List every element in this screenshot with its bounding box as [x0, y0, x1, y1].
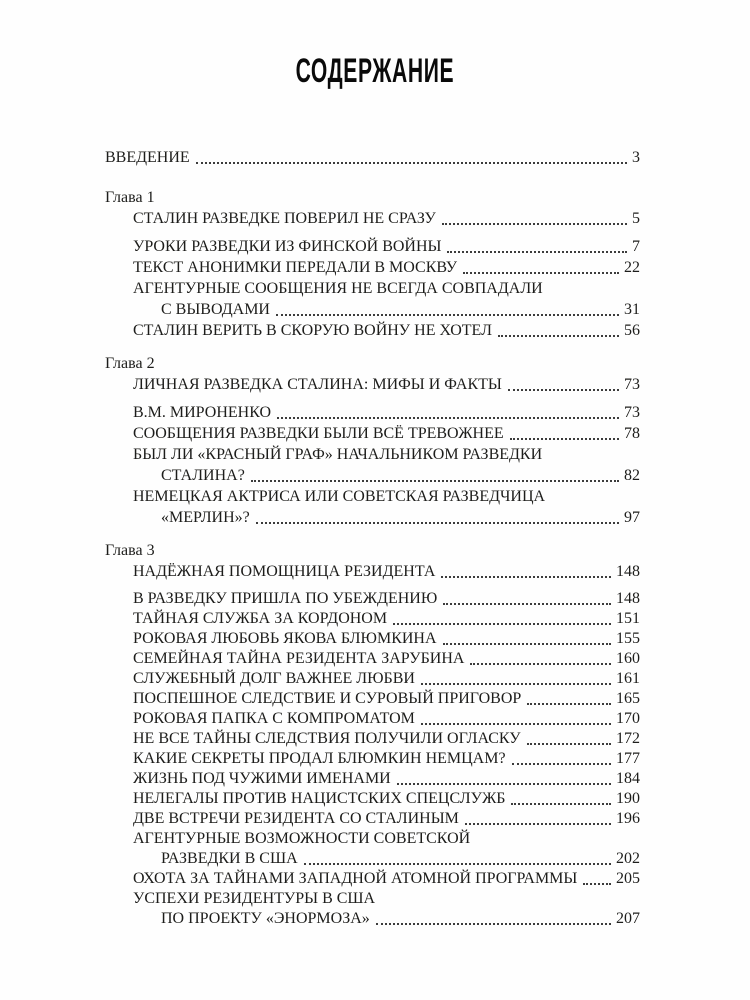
toc-entry-label: ЖИЗНЬ ПОД ЧУЖИМИ ИМЕНАМИ — [133, 770, 391, 787]
dot-leader-icon — [527, 743, 611, 745]
toc-entry-label: ЛИЧНАЯ РАЗВЕДКА СТАЛИНА: МИФЫ И ФАКТЫ — [133, 376, 502, 393]
toc-row — [105, 749, 640, 769]
toc-row — [105, 486, 640, 507]
toc-entry-page: 196 — [616, 810, 640, 827]
toc-entry — [105, 236, 640, 257]
toc-entry-label: В.М. МИРОНЕНКО — [133, 404, 272, 421]
chapter-label: Глава 3 — [105, 542, 155, 559]
toc-row — [105, 444, 640, 465]
toc-entry-page: 73 — [624, 376, 640, 393]
toc-entry-page: 165 — [616, 690, 640, 707]
toc-row — [105, 629, 640, 649]
dot-leader-icon — [463, 272, 619, 274]
toc-entry — [105, 444, 640, 486]
toc-entry-label: УРОКИ РАЗВЕДКИ ИЗ ФИНСКОЙ ВОЙНЫ — [133, 238, 442, 255]
toc-list — [105, 147, 640, 929]
toc-entry-page: 161 — [616, 670, 640, 687]
toc-entry-page: 170 — [616, 710, 640, 727]
toc-entry — [105, 809, 640, 829]
toc-entry-label: В РАЗВЕДКУ ПРИШЛА ПО УБЕЖДЕНИЮ — [133, 590, 438, 607]
toc-row — [105, 669, 640, 689]
toc-entry-page: 148 — [616, 563, 640, 580]
toc-entry-page: 73 — [624, 404, 640, 421]
toc-entry — [105, 278, 640, 320]
toc-row — [105, 208, 640, 229]
dot-leader-icon — [421, 683, 611, 685]
dot-leader-icon — [442, 223, 627, 225]
dot-leader-icon — [465, 823, 611, 825]
toc-entry-page: 78 — [624, 425, 640, 442]
toc-entry-page: 151 — [616, 610, 640, 627]
dot-leader-icon — [256, 522, 619, 524]
toc-entry — [105, 257, 640, 278]
toc-entry-page: 3 — [632, 149, 640, 166]
toc-entry — [105, 589, 640, 609]
toc-row — [105, 402, 640, 423]
chapter-label: Глава 2 — [105, 355, 155, 372]
dot-leader-icon — [510, 438, 619, 440]
toc-entry-label: ТАЙНАЯ СЛУЖБА ЗА КОРДОНОМ — [133, 610, 388, 627]
dot-leader-icon — [511, 803, 611, 805]
toc-entry — [105, 402, 640, 423]
toc-row — [105, 809, 640, 829]
dot-leader-icon — [393, 623, 611, 625]
toc-entry — [105, 320, 640, 341]
toc-entry — [105, 869, 640, 889]
dot-leader-icon — [376, 923, 611, 925]
toc-entry-page: 184 — [616, 770, 640, 787]
toc-entry-label: НЕМЕЦКАЯ АКТРИСА ИЛИ СОВЕТСКАЯ РАЗВЕДЧИЦА — [133, 488, 546, 505]
toc-entry-page: 160 — [616, 650, 640, 667]
toc-row — [105, 561, 640, 582]
dot-leader-icon — [251, 480, 619, 482]
dot-leader-icon — [498, 335, 619, 337]
chapter-label: Глава 1 — [105, 189, 155, 206]
toc-row — [105, 374, 640, 395]
toc-row — [105, 423, 640, 444]
toc-row — [105, 147, 640, 168]
toc-entry-label: УСПЕХИ РЕЗИДЕНТУРЫ В США — [133, 890, 376, 907]
toc-entry — [105, 769, 640, 789]
dot-leader-icon — [277, 417, 619, 419]
toc-entry-label: СЕМЕЙНАЯ ТАЙНА РЕЗИДЕНТА ЗАРУБИНА — [133, 650, 465, 667]
toc-entry-page: 97 — [624, 509, 640, 526]
toc-section — [105, 187, 640, 341]
toc-row — [105, 849, 640, 869]
toc-row — [105, 729, 640, 749]
toc-entry — [105, 649, 640, 669]
toc-entry-label: КАКИЕ СЕКРЕТЫ ПРОДАЛ БЛЮМКИН НЕМЦАМ? — [133, 750, 506, 767]
toc-entry — [105, 486, 640, 528]
toc-row — [105, 465, 640, 486]
toc-entry-page: 7 — [632, 238, 640, 255]
toc-entry — [105, 789, 640, 809]
toc-row — [105, 320, 640, 341]
toc-entry-label: ТЕКСТ АНОНИМКИ ПЕРЕДАЛИ В МОСКВУ — [133, 259, 458, 276]
toc-row — [105, 909, 640, 929]
toc-entry-label: ПО ПРОЕКТУ «ЭНОРМОЗА» — [161, 910, 370, 927]
toc-entry — [105, 729, 640, 749]
toc-row — [105, 649, 640, 669]
toc-entry-page: 82 — [624, 467, 640, 484]
toc-row — [105, 789, 640, 809]
page-title — [0, 0, 750, 88]
toc-entry — [105, 709, 640, 729]
dot-leader-icon — [304, 863, 611, 865]
toc-entry-label: С ВЫВОДАМИ — [161, 301, 270, 318]
toc-entry — [105, 423, 640, 444]
toc-entry-label: ДВЕ ВСТРЕЧИ РЕЗИДЕНТА СО СТАЛИНЫМ — [133, 810, 459, 827]
toc-entry — [105, 561, 640, 582]
toc-entry-page: 56 — [624, 322, 640, 339]
toc-entry-label: БЫЛ ЛИ «КРАСНЫЙ ГРАФ» НАЧАЛЬНИКОМ РАЗВЕДКИ — [133, 446, 543, 463]
toc-entry-introduction — [105, 147, 640, 168]
toc-row — [105, 278, 640, 299]
toc-row — [105, 709, 640, 729]
toc-entry — [105, 669, 640, 689]
toc-entry-label: НАДЁЖНАЯ ПОМОЩНИЦА РЕЗИДЕНТА — [133, 563, 436, 580]
toc-entry — [105, 689, 640, 709]
dot-leader-icon — [527, 703, 611, 705]
page-title-text: СОДЕРЖАНИЕ — [295, 52, 455, 90]
toc-row — [105, 507, 640, 528]
toc-entry-label: СООБЩЕНИЯ РАЗВЕДКИ БЫЛИ ВСЁ ТРЕВОЖНЕЕ — [133, 425, 504, 442]
toc-entry-label: РОКОВАЯ ПАПКА С КОМПРОМАТОМ — [133, 710, 415, 727]
dot-leader-icon — [196, 162, 627, 164]
toc-entry-label: ОХОТА ЗА ТАЙНАМИ ЗАПАДНОЙ АТОМНОЙ ПРОГРАММЫ — [133, 870, 578, 887]
toc-entry-page: 205 — [616, 870, 640, 887]
toc-entry-page: 22 — [624, 259, 640, 276]
toc-entry-page: 155 — [616, 630, 640, 647]
dot-leader-icon — [512, 763, 611, 765]
toc-entry-page: 31 — [624, 301, 640, 318]
toc-entry — [105, 208, 640, 229]
toc-entry-page: 190 — [616, 790, 640, 807]
toc-entry-label: РАЗВЕДКИ В США — [161, 850, 298, 867]
toc-row — [105, 829, 640, 849]
toc-entry-label: СТАЛИНА? — [161, 467, 245, 484]
toc-row — [105, 299, 640, 320]
toc-row — [105, 769, 640, 789]
toc-entry-page: 177 — [616, 750, 640, 767]
toc-row — [105, 689, 640, 709]
dot-leader-icon — [443, 603, 611, 605]
toc-entry-page: 5 — [632, 210, 640, 227]
dot-leader-icon — [443, 643, 611, 645]
toc-entry — [105, 889, 640, 929]
toc-row — [105, 236, 640, 257]
toc-entry-label: ВВЕДЕНИЕ — [105, 149, 190, 166]
toc-entry-label: НЕЛЕГАЛЫ ПРОТИВ НАЦИСТСКИХ СПЕЦСЛУЖБ — [133, 790, 506, 807]
toc-entry-page: 172 — [616, 730, 640, 747]
toc-entry — [105, 749, 640, 769]
toc-entry — [105, 629, 640, 649]
toc-entry-label: АГЕНТУРНЫЕ ВОЗМОЖНОСТИ СОВЕТСКОЙ — [133, 830, 471, 847]
toc-row — [105, 589, 640, 609]
toc-entry-label: РОКОВАЯ ЛЮБОВЬ ЯКОВА БЛЮМКИНА — [133, 630, 437, 647]
dot-leader-icon — [470, 663, 611, 665]
dot-leader-icon — [421, 723, 611, 725]
toc-entry-label: АГЕНТУРНЫЕ СООБЩЕНИЯ НЕ ВСЕГДА СОВПАДАЛИ — [133, 280, 543, 297]
dot-leader-icon — [276, 314, 619, 316]
toc-entry-label: СТАЛИН РАЗВЕДКЕ ПОВЕРИЛ НЕ СРАЗУ — [133, 210, 436, 227]
toc-row — [105, 889, 640, 909]
toc-entry — [105, 374, 640, 395]
toc-entry — [105, 829, 640, 869]
toc-entry-label: НЕ ВСЕ ТАЙНЫ СЛЕДСТВИЯ ПОЛУЧИЛИ ОГЛАСКУ — [133, 730, 521, 747]
toc-entry-label: СТАЛИН ВЕРИТЬ В СКОРУЮ ВОЙНУ НЕ ХОТЕЛ — [133, 322, 492, 339]
dot-leader-icon — [441, 576, 611, 578]
toc-entry-label: ПОСПЕШНОЕ СЛЕДСТВИЕ И СУРОВЫЙ ПРИГОВОР — [133, 690, 522, 707]
toc-entry-page: 202 — [616, 850, 640, 867]
toc-section — [105, 353, 640, 528]
dot-leader-icon — [508, 389, 619, 391]
dot-leader-icon — [583, 883, 611, 885]
toc-entry-page: 207 — [616, 910, 640, 927]
toc-entry-label: СЛУЖЕБНЫЙ ДОЛГ ВАЖНЕЕ ЛЮБВИ — [133, 670, 415, 687]
dot-leader-icon — [397, 783, 611, 785]
toc-section — [105, 540, 640, 929]
toc-entry-label: «МЕРЛИН»? — [161, 509, 250, 526]
toc-row — [105, 609, 640, 629]
toc-row — [105, 257, 640, 278]
toc-entry — [105, 609, 640, 629]
toc-row — [105, 869, 640, 889]
toc-entry-page: 148 — [616, 590, 640, 607]
dot-leader-icon — [447, 251, 627, 253]
